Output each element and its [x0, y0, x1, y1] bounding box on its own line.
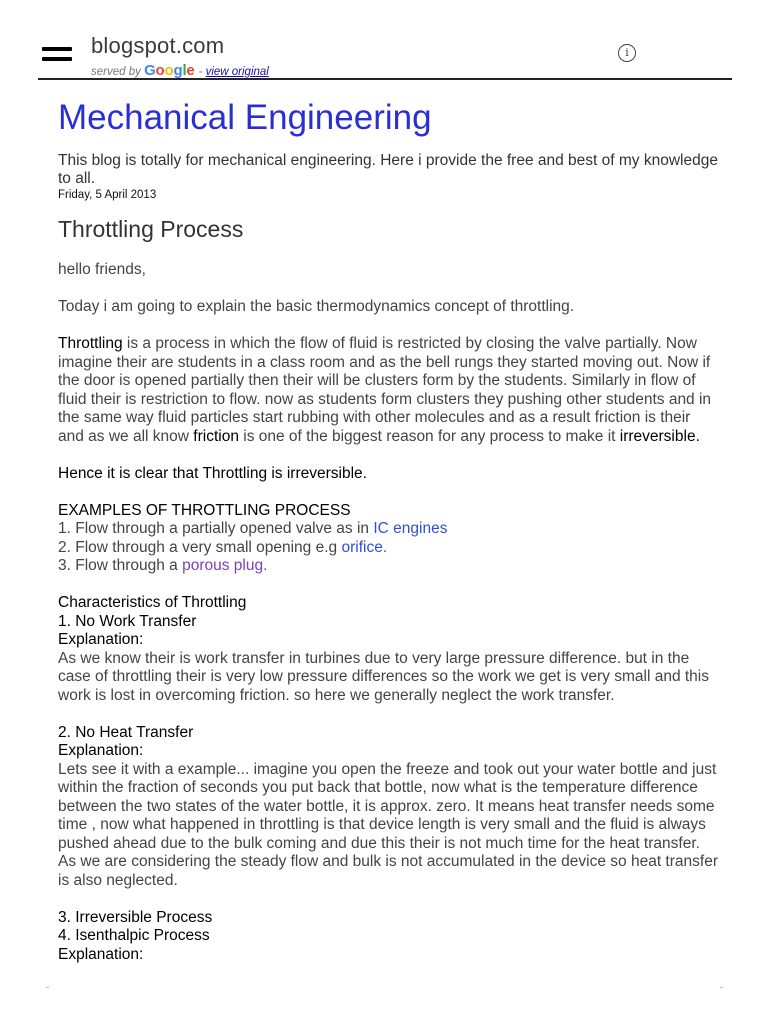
explanation-text: As we know their is work transfer in turbines due to very large pressure difference. but in the case of throttling their is very low pressure differences so the work we get is very small and this work is lost in overcoming friction. so here we generally neglect the work transfer. [58, 649, 709, 704]
google-letter: l [182, 62, 187, 79]
google-logo [144, 62, 198, 79]
example-item [58, 520, 718, 539]
blog-content [58, 96, 718, 964]
explanation-label: Explanation: [58, 945, 144, 963]
term-friction: friction [193, 427, 239, 445]
example-item [58, 557, 718, 576]
definition-text: is one of the biggest reason for any process to make it [238, 427, 620, 445]
orifice-link[interactable]: orifice. [341, 538, 388, 556]
ic-engines-link[interactable]: IC engines [373, 520, 448, 537]
example-item [58, 539, 718, 558]
conclusion: Hence it is clear that Throttling is irreversible. [58, 464, 367, 482]
google-letter: e [186, 62, 195, 79]
example-text: 2. Flow through a very small opening e.g [58, 538, 342, 556]
definition-text: is a process in which the flow of fluid is restricted by closing the valve partially. Now imagine their are students in a class room and as the bell rungs they started moving out. Now if the door is opened partially then their will be clusters form by the students. Similarly in flow of fluid their is restriction to flow. now as students form clusters they pushing other students and in the same way fluid particles start rubbing with other molecules and as a result friction is their and as we all know [58, 335, 712, 445]
explanation-text: Lets see it with a example... imagine you open the freeze and took out your water bottle and just within the fraction of seconds you put back that bottle, now what is the temperature difference between the two states of the water bottle, it is approx. zero. It means heat transfer needs some time , now what happened in throttling is that device length is very small and the fluid is always pushed ahead due to the bulk coming and due this their is not much time for the heat transfer. As we are considering the steady flow and bulk is not accumulated in the device so heat transfer is also neglected. [58, 760, 718, 889]
post-title[interactable]: Throttling Process [58, 216, 244, 242]
top-bar [38, 0, 732, 80]
served-by-line [91, 62, 269, 79]
characteristic-title: 2. No Heat Transfer [58, 723, 194, 741]
menu-icon[interactable] [42, 47, 72, 63]
view-original-link[interactable]: view original [205, 66, 269, 78]
blog-description: This blog is totally for mechanical engineering. Here i provide the free and best of my knowledge to all. [58, 152, 718, 187]
google-letter: g [173, 62, 183, 79]
explanation-label: Explanation: [58, 631, 144, 648]
info-icon[interactable]: i [618, 44, 636, 62]
site-domain: blogspot.com [91, 33, 225, 58]
examples-heading: EXAMPLES OF THROTTLING PROCESS [58, 501, 351, 519]
term-throttling: Throttling [58, 335, 123, 352]
characteristic-title: 3. Irreversible Process [58, 908, 213, 926]
explanation-label: Explanation: [58, 742, 144, 759]
google-letter: o [155, 62, 165, 79]
page-corner-mark [720, 987, 723, 988]
google-letter: o [164, 62, 174, 79]
definition-paragraph [58, 335, 718, 446]
greeting: hello friends, [58, 261, 146, 278]
characteristic-title: 1. No Work Transfer [58, 612, 197, 630]
characteristics-heading: Characteristics of Throttling [58, 594, 247, 611]
served-by-label: served by [91, 66, 141, 78]
served-by-separator: - [198, 66, 206, 78]
porous-plug-link[interactable]: porous plug. [182, 557, 268, 574]
post-date: Friday, 5 April 2013 [58, 189, 157, 201]
term-irreversible: irreversible. [619, 427, 700, 445]
intro-paragraph: Today i am going to explain the basic thermodynamics concept of throttling. [58, 298, 575, 315]
example-text: 1. Flow through a partially opened valve as in [58, 520, 374, 537]
characteristic-title: 4. Isenthalpic Process [58, 927, 210, 944]
google-letter: G [144, 62, 156, 79]
blog-title[interactable]: Mechanical Engineering [58, 98, 432, 137]
example-text: 3. Flow through a [58, 557, 183, 574]
page-corner-mark [46, 987, 49, 988]
